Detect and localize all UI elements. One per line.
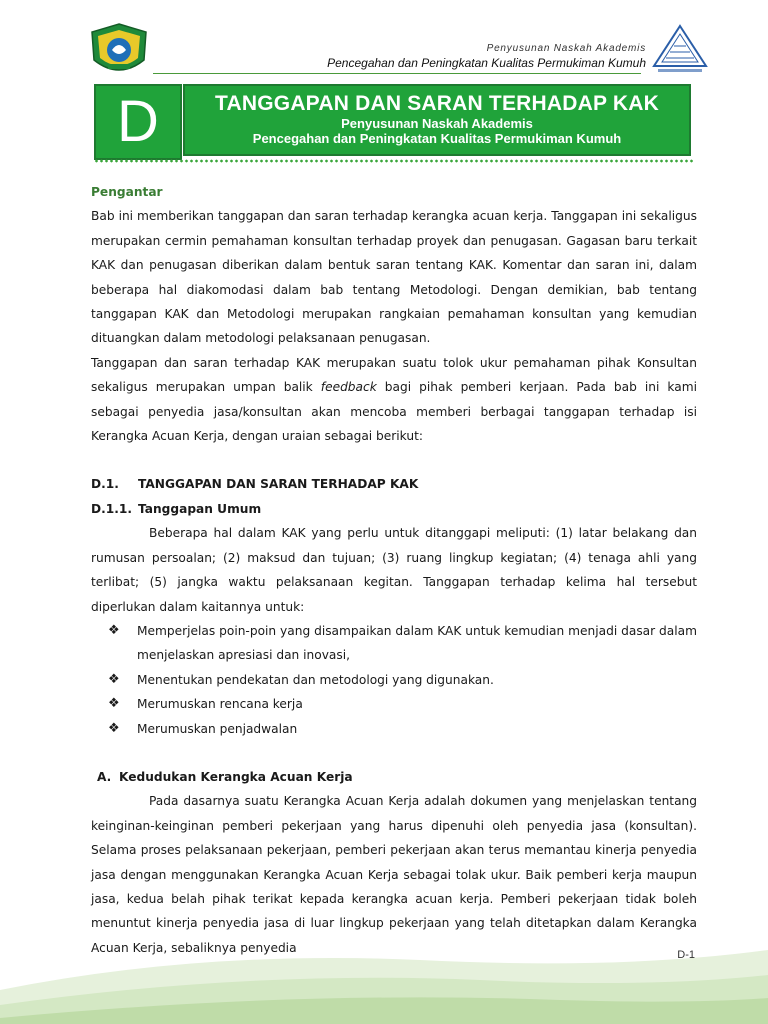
diamond-bullet-icon: ❖	[108, 696, 120, 712]
consultant-logo	[652, 24, 708, 74]
p2-text-b: bagi pihak pemberi kerjaan. Pada bab ini kami sebagai penyedia jasa/konsultan akan mencoba memberi berbagai tanggapan terhadap isi Kerangka Acuan Kerja, dengan uraian sebagai berikut:	[91, 380, 697, 444]
header-rule	[153, 73, 641, 74]
chapter-title: TANGGAPAN DAN SARAN TERHADAP KAK	[215, 92, 659, 115]
chapter-title-box	[183, 84, 691, 156]
pengantar-paragraph-2	[91, 351, 697, 449]
dotted-divider	[94, 159, 694, 163]
header-line-2: Pencegahan dan Peningkatan Kualitas Permukiman Kumuh	[327, 56, 646, 70]
section-d1-number: D.1.	[91, 477, 119, 492]
section-d11-number: D.1.1.	[91, 501, 132, 516]
header-line-1: Penyusunan Naskah Akademis	[486, 43, 646, 54]
section-d11-title: Tanggapan Umum	[138, 501, 262, 516]
chapter-subtitle-1: Penyusunan Naskah Akademis	[341, 116, 533, 131]
section-d1-heading	[91, 472, 697, 496]
section-d11-paragraph: Beberapa hal dalam KAK yang perlu untuk ditanggapi meliputi: (1) latar belakang dan rumusan persoalan; (2) maksud dan tujuan; (3) ruang lingkup kegiatan; (4) tenaga ahli yang terlibat; (5) jangka waktu pelaksanaan kegitan. Tanggapan terhadap kelima hal tersebut diperlukan dalam kaitannya untuk:	[91, 526, 697, 614]
footer-swoosh-decoration	[0, 930, 768, 1024]
bullet-text: Merumuskan penjadwalan	[137, 721, 298, 736]
document-body	[91, 180, 697, 960]
running-header	[327, 43, 646, 70]
section-a-title: Kedudukan Kerangka Acuan Kerja	[119, 769, 353, 784]
d11-bullet-list	[91, 619, 697, 741]
list-item	[91, 692, 697, 716]
p2-text-a: Tanggapan dan saran terhadap KAK merupakan suatu tolok ukur pemahaman pihak Konsultan sekaligus merupakan umpan balik	[91, 355, 697, 395]
chapter-subtitle-2: Pencegahan dan Peningkatan Kualitas Permukiman Kumuh	[252, 131, 622, 146]
list-item	[91, 717, 697, 741]
bullet-text: Merumuskan rencana kerja	[137, 697, 303, 712]
pengantar-paragraph-1: Bab ini memberikan tanggapan dan saran terhadap kerangka acuan kerja. Tanggapan ini sekaligus merupakan cermin pemahaman konsultan terhadap proyek dan penugasan. Gagasan baru terkait KAK dan penugasan diberikan dalam bentuk saran tentang KAK. Komentar dan saran ini, dalam beberapa hal diakomodasi dalam bab tentang Metodologi. Dengan demikian, bab tentang tanggapan KAK dan Metodologi merupakan rangkaian pemahaman konsultan yang kemudian dituangkan dalam metodologi pelaksanaan penugasan.	[91, 209, 697, 346]
page-number: D-1	[677, 949, 695, 961]
list-item	[91, 668, 697, 692]
regional-emblem-logo	[88, 22, 150, 78]
section-a-paragraph: Pada dasarnya suatu Kerangka Acuan Kerja adalah dokumen yang menjelaskan tentang keinginan-keinginan pemberi pekerjaan yang harus dipenuhi oleh penyedia jasa (konsultan). Selama proses pelaksanaan pekerjaan, pemberi pekerjaan akan terus memantau kinerja penyedia jasa dengan menggunakan Kerangka Acuan Kerja sebagai tolak ukur. Baik pemberi kerja maupun jasa, kedua belah pihak terikat kepada kerangka acuan kerja. Pemberi pekerjaan tidak boleh menuntut kinerja penyedia jasa di luar lingkup pekerjaan yang telah ditetapkan dalam Kerangka Acuan Kerja, sebaliknya penyedia	[91, 794, 697, 955]
section-a-heading	[91, 765, 697, 789]
diamond-bullet-icon: ❖	[108, 671, 120, 687]
list-item	[91, 619, 697, 668]
section-d1-title: TANGGAPAN DAN SARAN TERHADAP KAK	[138, 477, 419, 492]
section-d11-heading	[91, 497, 697, 521]
p2-feedback-term: feedback	[320, 380, 377, 395]
pengantar-heading: Pengantar	[91, 185, 163, 199]
diamond-bullet-icon: ❖	[108, 720, 120, 736]
diamond-bullet-icon: ❖	[108, 622, 120, 638]
chapter-letter-box: D	[94, 84, 182, 160]
bullet-text: Memperjelas poin-poin yang disampaikan dalam KAK untuk kemudian menjadi dasar dalam menjelaskan apresiasi dan inovasi,	[137, 623, 697, 663]
section-a-number: A.	[97, 769, 112, 784]
bullet-text: Menentukan pendekatan dan metodologi yang digunakan.	[137, 672, 494, 687]
